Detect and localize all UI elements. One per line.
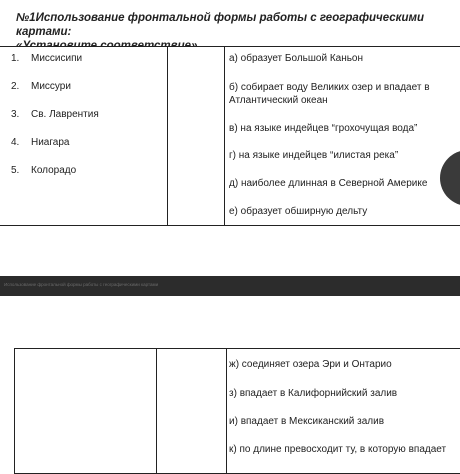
option-i: и) впадает в Мексиканский залив [229, 416, 385, 427]
option-k: к) по длине превосходит ту, в которую впадает [229, 444, 447, 455]
matching-table-top [0, 46, 460, 226]
band-caption: Использование фронтальной формы работы с географическими картами [4, 282, 159, 287]
task-title-line-1: №1Использование фронтальной формы работы с географическими картами: [16, 12, 425, 38]
matching-table-bottom [14, 348, 460, 474]
river-name: Колорадо [31, 165, 77, 176]
option-d: д) наиболее длинная в Северной Америке [229, 178, 428, 189]
option-zh: ж) соединяет озера Эри и Онтарио [229, 359, 392, 370]
river-name: Св. Лаврентия [31, 109, 99, 120]
option-z: з) впадает в Калифорнийский залив [229, 388, 398, 399]
column-divider [226, 349, 227, 473]
option-b-line-2: Атлантический океан [229, 95, 328, 106]
dark-separator-band [0, 276, 460, 296]
river-number: 2. [11, 81, 20, 92]
option-v: в) на языке индейцев “грохочущая вода” [229, 123, 418, 134]
column-divider [224, 47, 225, 225]
river-number: 1. [11, 53, 20, 64]
river-number: 4. [11, 137, 20, 148]
column-divider [167, 47, 168, 225]
option-e: е) образует обширную дельту [229, 206, 368, 217]
river-name: Ниагара [31, 137, 70, 148]
river-number: 3. [11, 109, 20, 120]
option-g: г) на языке индейцев “илистая река” [229, 150, 399, 161]
river-name: Миссури [31, 81, 71, 92]
river-name: Миссисипи [31, 53, 83, 64]
option-a: а) образует Большой Каньон [229, 53, 364, 64]
river-number: 5. [11, 165, 20, 176]
option-b-line-1: б) собирает воду Великих озер и впадает в [229, 82, 430, 93]
column-divider [156, 349, 157, 473]
